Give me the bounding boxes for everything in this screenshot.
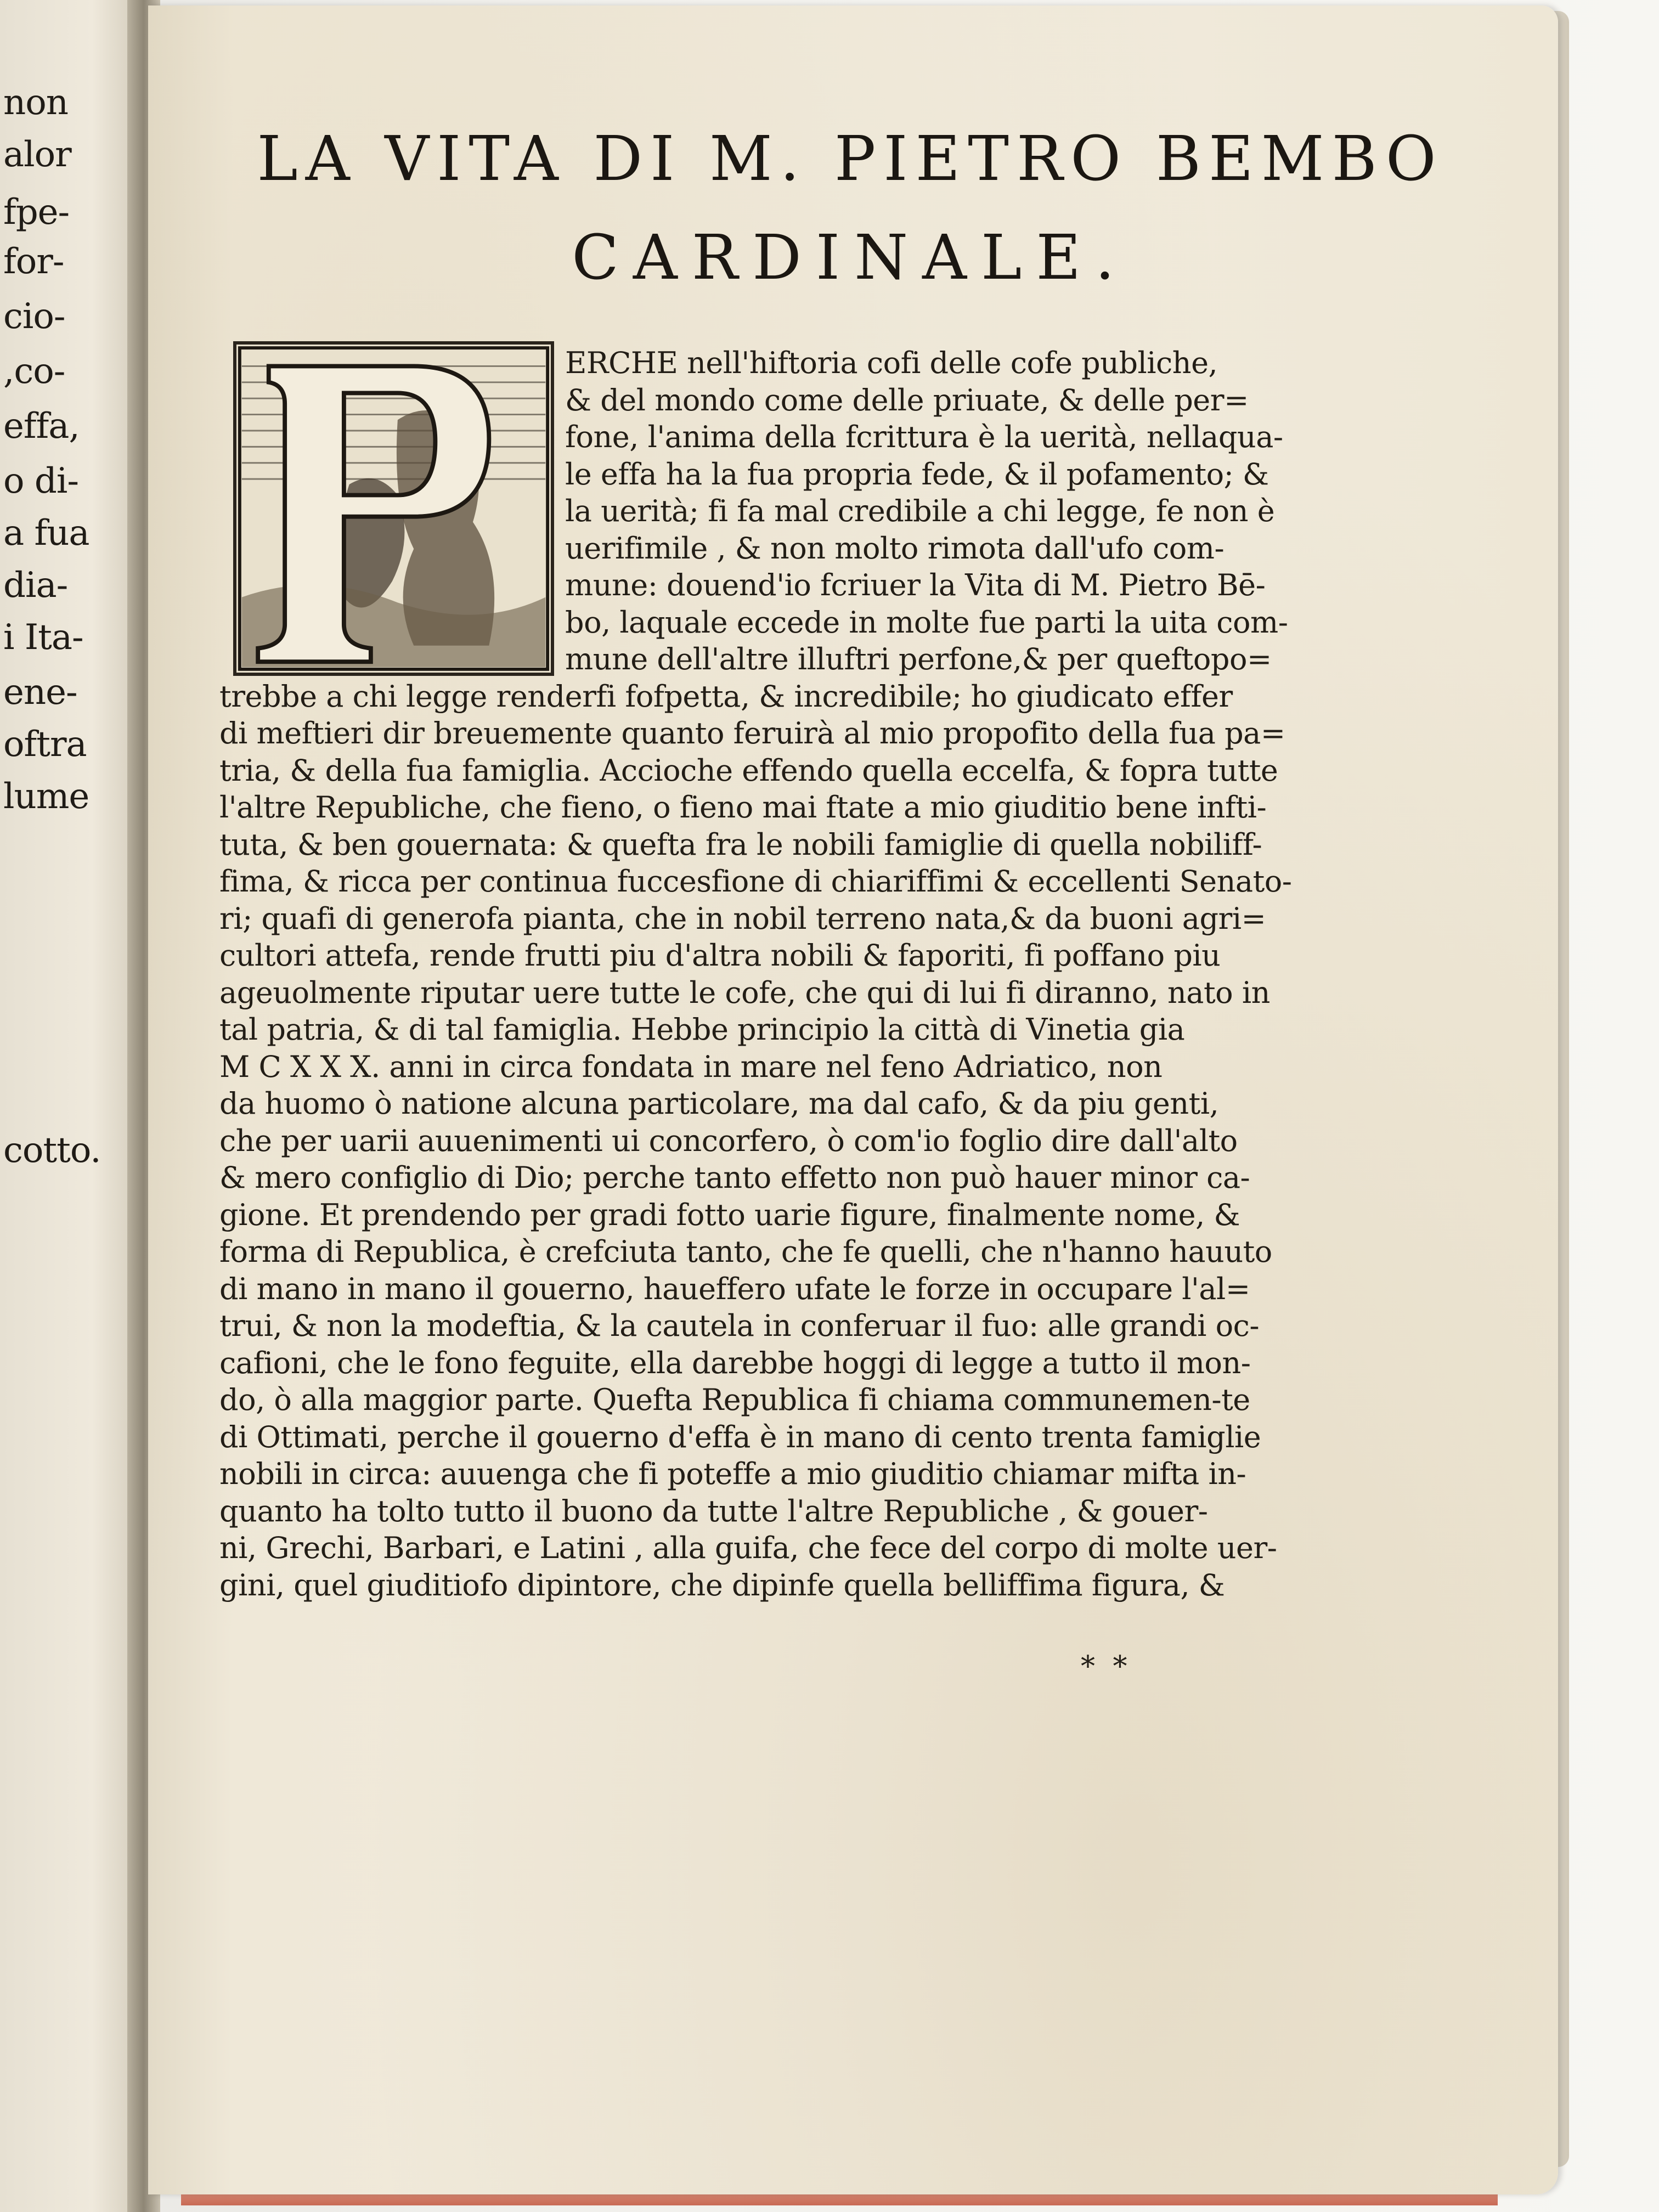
decorated-initial-p: [233, 341, 554, 676]
text-line: & mero configlio di Dio; perche tanto effetto non può hauer minor ca-: [219, 1160, 1250, 1195]
text-line: fone, l'anima della fcrittura è la uerità, nellaqua-: [565, 420, 1283, 454]
text-line: ERCHE nell'hiftoria cofi delle cofe publiche,: [565, 346, 1218, 380]
left-page-line: dia-: [3, 565, 68, 606]
text-line: nobili in circa: auuenga che fi poteffe a mio giuditio chiamar mifta in-: [219, 1457, 1246, 1491]
text-line: cafioni, che le fono feguite, ella darebbe hoggi di legge a tutto il mon-: [219, 1345, 1251, 1380]
text-line: che per uarii auuenimenti ui concorfero, ò com'io foglio dire dall'alto: [219, 1123, 1238, 1158]
left-page-line: a fua: [3, 513, 89, 554]
text-line: uerifimile , & non molto rimota dall'ufo com-: [565, 531, 1224, 566]
text-line: da huomo ò natione alcuna particolare, ma dal cafo, & da piu genti,: [219, 1086, 1219, 1121]
text-line: gini, quel giuditiofo dipintore, che dipinfe quella belliffima figura, &: [219, 1567, 1225, 1602]
left-page-line: o di-: [3, 461, 78, 501]
page-title-line-1: LA VITA DI M. PIETRO BEMBO: [257, 123, 1444, 195]
text-line: mune dell'altre illuftri perfone,& per queftopo=: [565, 642, 1272, 676]
left-page-line: non: [3, 82, 68, 123]
left-page-line: cio-: [3, 296, 65, 337]
text-line: le effa ha la fua propria fede, & il pofamento; &: [565, 456, 1269, 492]
text-line: & del mondo come delle priuate, & delle per=: [565, 382, 1249, 417]
left-page-line: effa,: [3, 406, 80, 447]
text-line: l'altre Republiche, che fieno, o fieno mai ftate a mio giuditio bene infti-: [219, 790, 1267, 825]
left-page-line: lume: [3, 776, 89, 817]
left-page-line: i Ita-: [3, 617, 83, 658]
text-line: M C X X X. anni in circa fondata in mare nel feno Adriatico, non: [219, 1049, 1163, 1084]
left-page-line: oftra: [3, 724, 87, 765]
text-line: ageuolmente riputar uere tutte le cofe, che qui di lui fi diranno, nato in: [219, 975, 1270, 1010]
text-line: do, ò alla maggior parte. Quefta Republica fi chiama communemen-te: [219, 1383, 1250, 1417]
text-line: mune: douend'io fcriuer la Vita di M. Pietro Bē-: [565, 568, 1266, 602]
left-page-line: fpe-: [3, 192, 70, 233]
text-line: di Ottimati, perche il gouerno d'effa è in mano di cento trenta famiglie: [219, 1419, 1261, 1454]
text-line: la uerità; fi fa mal credibile a chi legge, fe non è: [565, 494, 1275, 528]
page-title-line-2: CARDINALE.: [572, 222, 1129, 294]
left-page-line: cotto.: [3, 1130, 101, 1171]
left-page-line: for-: [3, 241, 64, 282]
text-line: quanto ha tolto tutto il buono da tutte l'altre Republiche , & gouer-: [219, 1493, 1208, 1528]
text-line: trebbe a chi legge renderfi fofpetta, & incredibile; ho giudicato effer: [219, 679, 1233, 714]
text-line: cultori attefa, rende frutti piu d'altra nobili & faporiti, fi poffano piu: [219, 938, 1221, 973]
text-line: fima, & ricca per continua fuccesfione di chiariffimi & eccellenti Senato-: [219, 864, 1292, 899]
text-line: di mano in mano il gouerno, haueffero ufate le forze in occupare l'al=: [219, 1271, 1250, 1306]
main-page: [148, 5, 1558, 2194]
text-line: gione. Et prendendo per gradi fotto uarie figure, finalmente nome, &: [219, 1197, 1240, 1232]
text-line: forma di Republica, è crefciuta tanto, che fe quelli, che n'hanno hauuto: [219, 1234, 1272, 1269]
text-line: di meftieri dir breuemente quanto feruirà al mio propofito della fua pa=: [219, 716, 1285, 751]
left-page-line: ,co-: [3, 351, 65, 392]
text-line: tal patria, & di tal famiglia. Hebbe principio la città di Vinetia gia: [219, 1012, 1185, 1047]
left-facing-page: [0, 0, 132, 2212]
text-line: bo, laquale eccede in molte fue parti la uita com-: [565, 605, 1288, 640]
woodcut-initial-icon: [236, 345, 551, 673]
text-line: tria, & della fua famiglia. Accioche effendo quella eccelfa, & fopra tutte: [219, 753, 1278, 788]
text-line: ni, Grechi, Barbari, e Latini , alla guifa, che fece del corpo di molte uer-: [219, 1531, 1277, 1565]
signature-mark: * *: [1081, 1650, 1132, 1683]
text-line: tuta, & ben gouernata: & quefta fra le nobili famiglie di quella nobiliff-: [219, 827, 1262, 862]
left-page-line: alor: [3, 134, 71, 175]
text-line: trui, & non la modeftia, & la cautela in conferuar il fuo: alle grandi oc-: [219, 1308, 1260, 1343]
left-page-line: ene-: [3, 672, 77, 713]
text-line: ri; quafi di generofa pianta, che in nobil terreno nata,& da buoni agri=: [219, 901, 1266, 936]
